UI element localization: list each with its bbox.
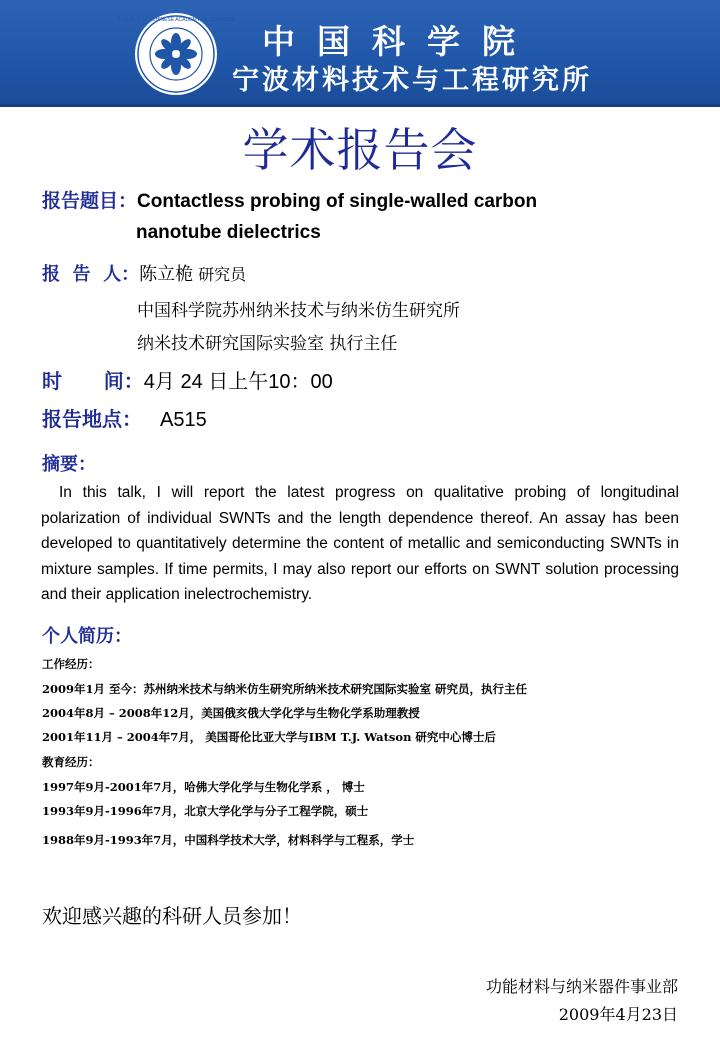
page-title: 学术报告会 bbox=[242, 123, 478, 177]
speaker-label: 报 告 人： bbox=[42, 264, 140, 285]
organizer-department: 功能材料与纳米器件事业部 bbox=[485, 977, 678, 996]
time-row bbox=[42, 365, 333, 394]
logo-ring-text: 中 国 科 学 院 · CHINESE ACADEMY OF SCIENCES bbox=[116, 17, 236, 23]
work-item: 2001年11月 – 2004年7月， 美国哥伦比亚大学与IBM T.J. Watson 研究中心博士后 bbox=[42, 730, 496, 744]
education-item: 1988年9月-1993年7月，中国科学技术大学，材料科学与工程系，学士 bbox=[42, 833, 415, 847]
topic-line-2: nanotube dielectrics bbox=[136, 222, 321, 243]
topic-label: 报告题目： bbox=[42, 190, 138, 212]
place-value: A515 bbox=[160, 409, 207, 431]
place-row bbox=[42, 403, 207, 432]
speaker-affiliation-2: 纳米技术研究国际实验室 执行主任 bbox=[137, 334, 398, 354]
work-item: 2009年1月 至今：苏州纳米技术与纳米仿生研究所纳米技术研究国际实验室 研究员，执行主任 bbox=[42, 682, 528, 696]
speaker-row bbox=[42, 260, 246, 286]
speaker-name: 陈立桅 bbox=[139, 264, 194, 285]
speaker-affiliation-1: 中国科学院苏州纳米技术与纳米仿生研究所 bbox=[137, 301, 460, 321]
banner-divider bbox=[0, 104, 720, 107]
speaker-title: 研究员 bbox=[193, 265, 247, 284]
work-item: 2004年8月 – 2008年12月，美国俄亥俄大学化学与生物化学系助理教授 bbox=[42, 706, 420, 720]
topic-row bbox=[42, 186, 537, 213]
abstract-text: In this talk, I will report the latest progress on qualitative probing of longitudinal polarization of individual SWNTs and the length dependence thereof. An assay has been developed to quantitatively determine the content of metallic and semiconducting SWNTs in mixture samples. If time permits, I may also report our efforts on SWNT solution processing and their application inelectrochemistry. bbox=[41, 484, 679, 603]
time-value: 4月 24 日上午10：00 bbox=[143, 371, 333, 393]
institute-subname: 宁波材料技术与工程研究所 bbox=[232, 65, 592, 96]
institution-name: 中国科学院 bbox=[262, 22, 537, 61]
closing-invitation: 欢迎感兴趣的科研人员参加！ bbox=[42, 904, 302, 928]
topic-line-1: Contactless probing of single-walled carbon bbox=[137, 191, 538, 212]
work-experience-label: 工作经历： bbox=[42, 657, 100, 671]
cas-logo-icon bbox=[116, 12, 236, 96]
time-label: 时 间： bbox=[42, 369, 144, 393]
cv-label: 个人简历： bbox=[42, 626, 132, 647]
education-item: 1997年9月-2001年7月，哈佛大学化学与生物化学系 ， 博士 bbox=[42, 780, 365, 794]
education-label: 教育经历： bbox=[42, 755, 100, 769]
place-label: 报告地点： bbox=[42, 407, 142, 431]
notice-date: 2009年4月23日 bbox=[558, 1005, 678, 1024]
abstract-label: 摘要： bbox=[42, 454, 96, 475]
header-banner bbox=[0, 0, 720, 107]
education-item: 1993年9月-1996年7月，北京大学化学与分子工程学院，硕士 bbox=[42, 804, 369, 818]
